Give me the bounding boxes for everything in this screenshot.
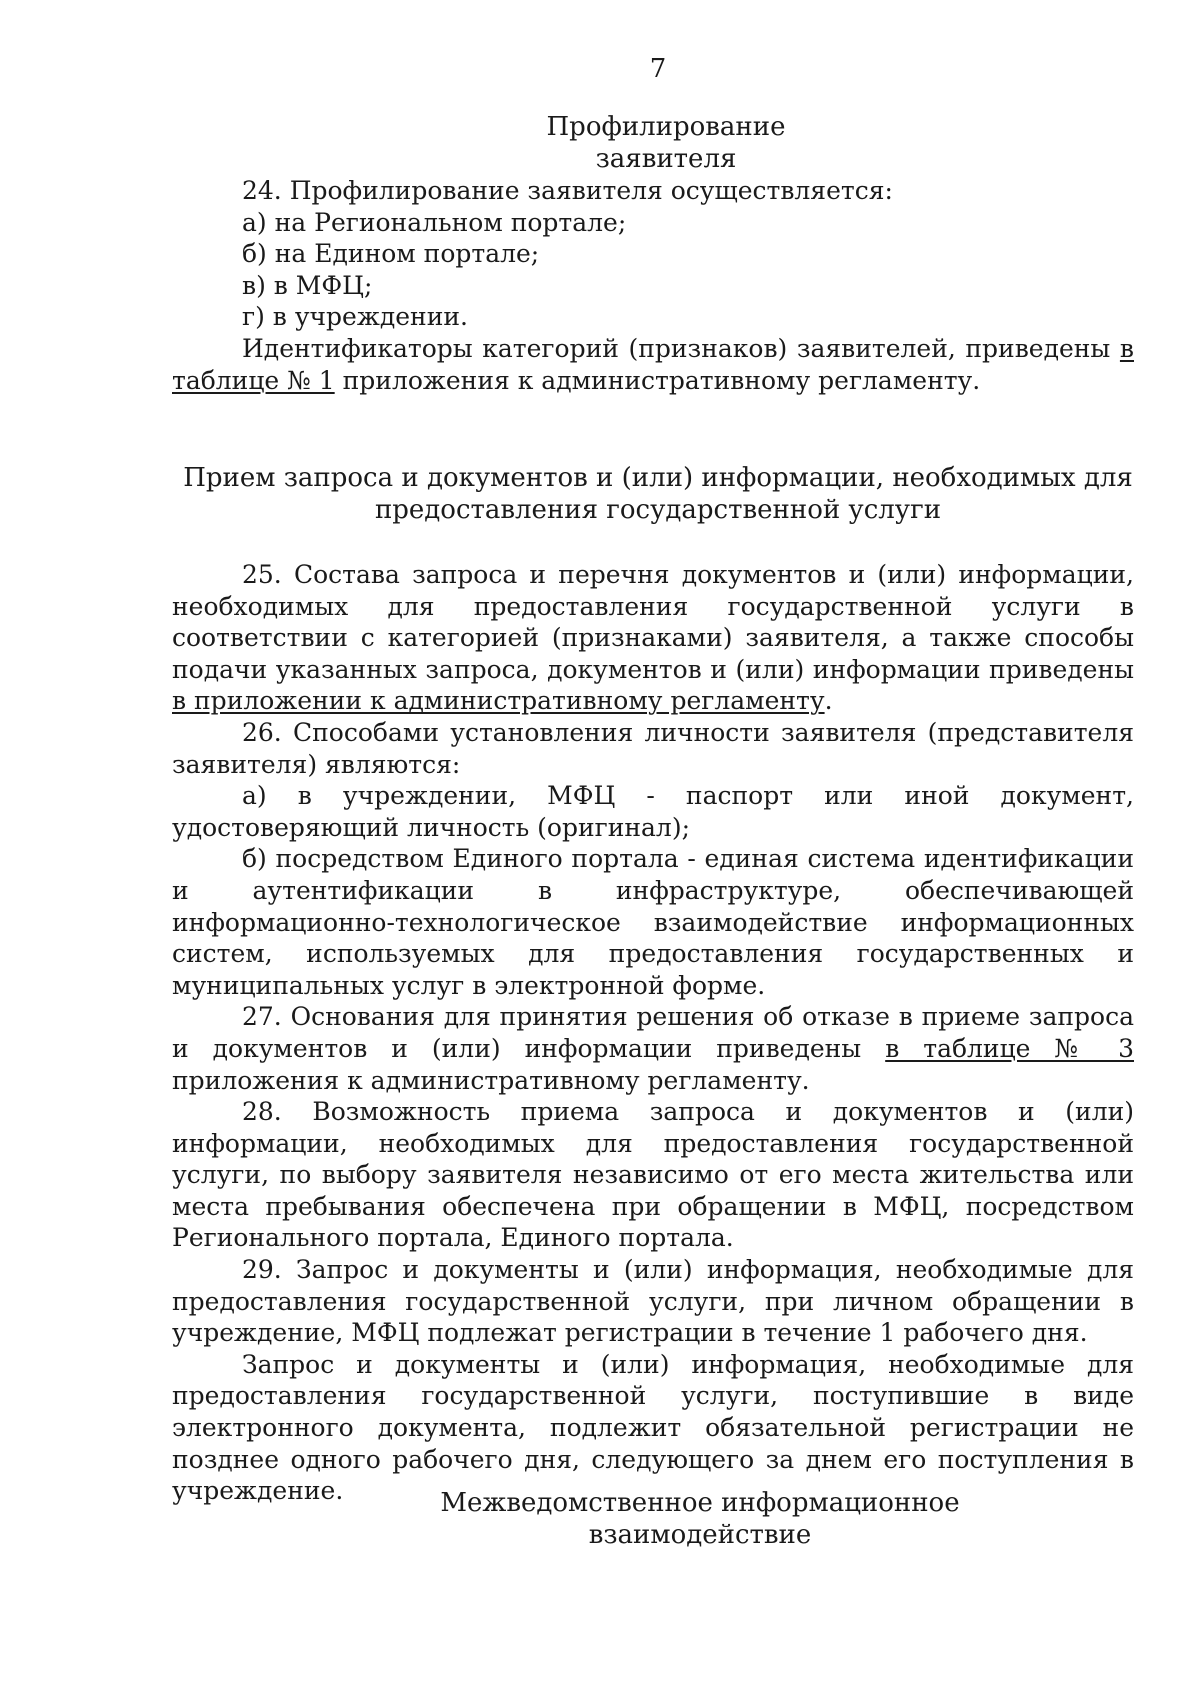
list-item: а) на Региональном портале; — [242, 207, 627, 237]
paragraph-29: 29. Запрос и документы и (или) информация, необходимые для предоставления государственной услуги, при личном обращении в учреждение, МФЦ подлежат регистрации в течение 1 рабочего дня. — [172, 1255, 1134, 1348]
paragraph-28: 28. Возможность приема запроса и документов и (или) информации, необходимых для предоставления государственной услуги, по выбору заявителя независимо от его места жительства или места пребывания обеспечена при обращении в МФЦ, посредством Регионального портала, Единого портала. — [172, 1097, 1134, 1253]
paragraph-26-intro: 26. Способами установления личности заявителя (представителя заявителя) являются: — [172, 717, 1134, 779]
paragraph-25: 25. Состава запроса и перечня документов и (или) информации, необходимых для предоставления государственной услуги в соответствии с категорией (признаками) заявителя, а также способы подачи указанных запроса, документов и (или) информации приведены в приложении к административному регламенту. — [172, 560, 1134, 716]
link-table-1[interactable]: в таблице № 1 — [172, 333, 1134, 395]
page-number: 7 — [649, 54, 667, 84]
section-request-reception — [172, 559, 1134, 1507]
paragraph-24-intro: 24. Профилирование заявителя осуществляется: — [242, 176, 893, 205]
section-title-interagency-interaction: Межведомственное информационное взаимодействие — [440, 1488, 960, 1550]
section-title-request-reception: Прием запроса и документов и (или) информации, необходимых для предоставления государственной услуги — [183, 463, 1133, 525]
list-item: в) в МФЦ; — [242, 270, 373, 300]
paragraph-26-b: б) посредством Единого портала - единая система идентификации и аутентификации в инфраструктуре, обеспечивающей информационно-технологическое взаимодействие информационных систем, используемых для предоставления государственных и муниципальных услуг в электронной форме. — [172, 844, 1134, 1000]
section-applicant-profiling — [172, 175, 1134, 396]
paragraph-identifiers: Идентификаторы категорий (признаков) заявителей, приведены в таблице № 1 приложения к административному регламенту. — [172, 333, 1134, 395]
link-appendix[interactable]: в приложении к административному регламенту — [172, 686, 825, 716]
section-title-applicant-profiling: Профилирование заявителя — [546, 112, 786, 174]
paragraph-29-second: Запрос и документы и (или) информация, необходимые для предоставления государственной услуги, поступившие в виде электронного документа, подлежит обязательной регистрации не позднее одного рабочего дня, следующего за днем его поступления в учреждение. — [172, 1349, 1134, 1506]
paragraph-26-a: а) в учреждении, МФЦ - паспорт или иной документ, удостоверяющий личность (оригинал); — [172, 781, 1134, 842]
link-table-3[interactable]: в таблице № 3 — [885, 1033, 1134, 1063]
paragraph-27: 27. Основания для принятия решения об отказе в приеме запроса и документов и (или) информации приведены в таблице № 3 приложения к административному регламенту. — [172, 1002, 1134, 1095]
list-item: г) в учреждении. — [242, 302, 468, 332]
list-item: б) на Едином портале; — [242, 239, 540, 269]
